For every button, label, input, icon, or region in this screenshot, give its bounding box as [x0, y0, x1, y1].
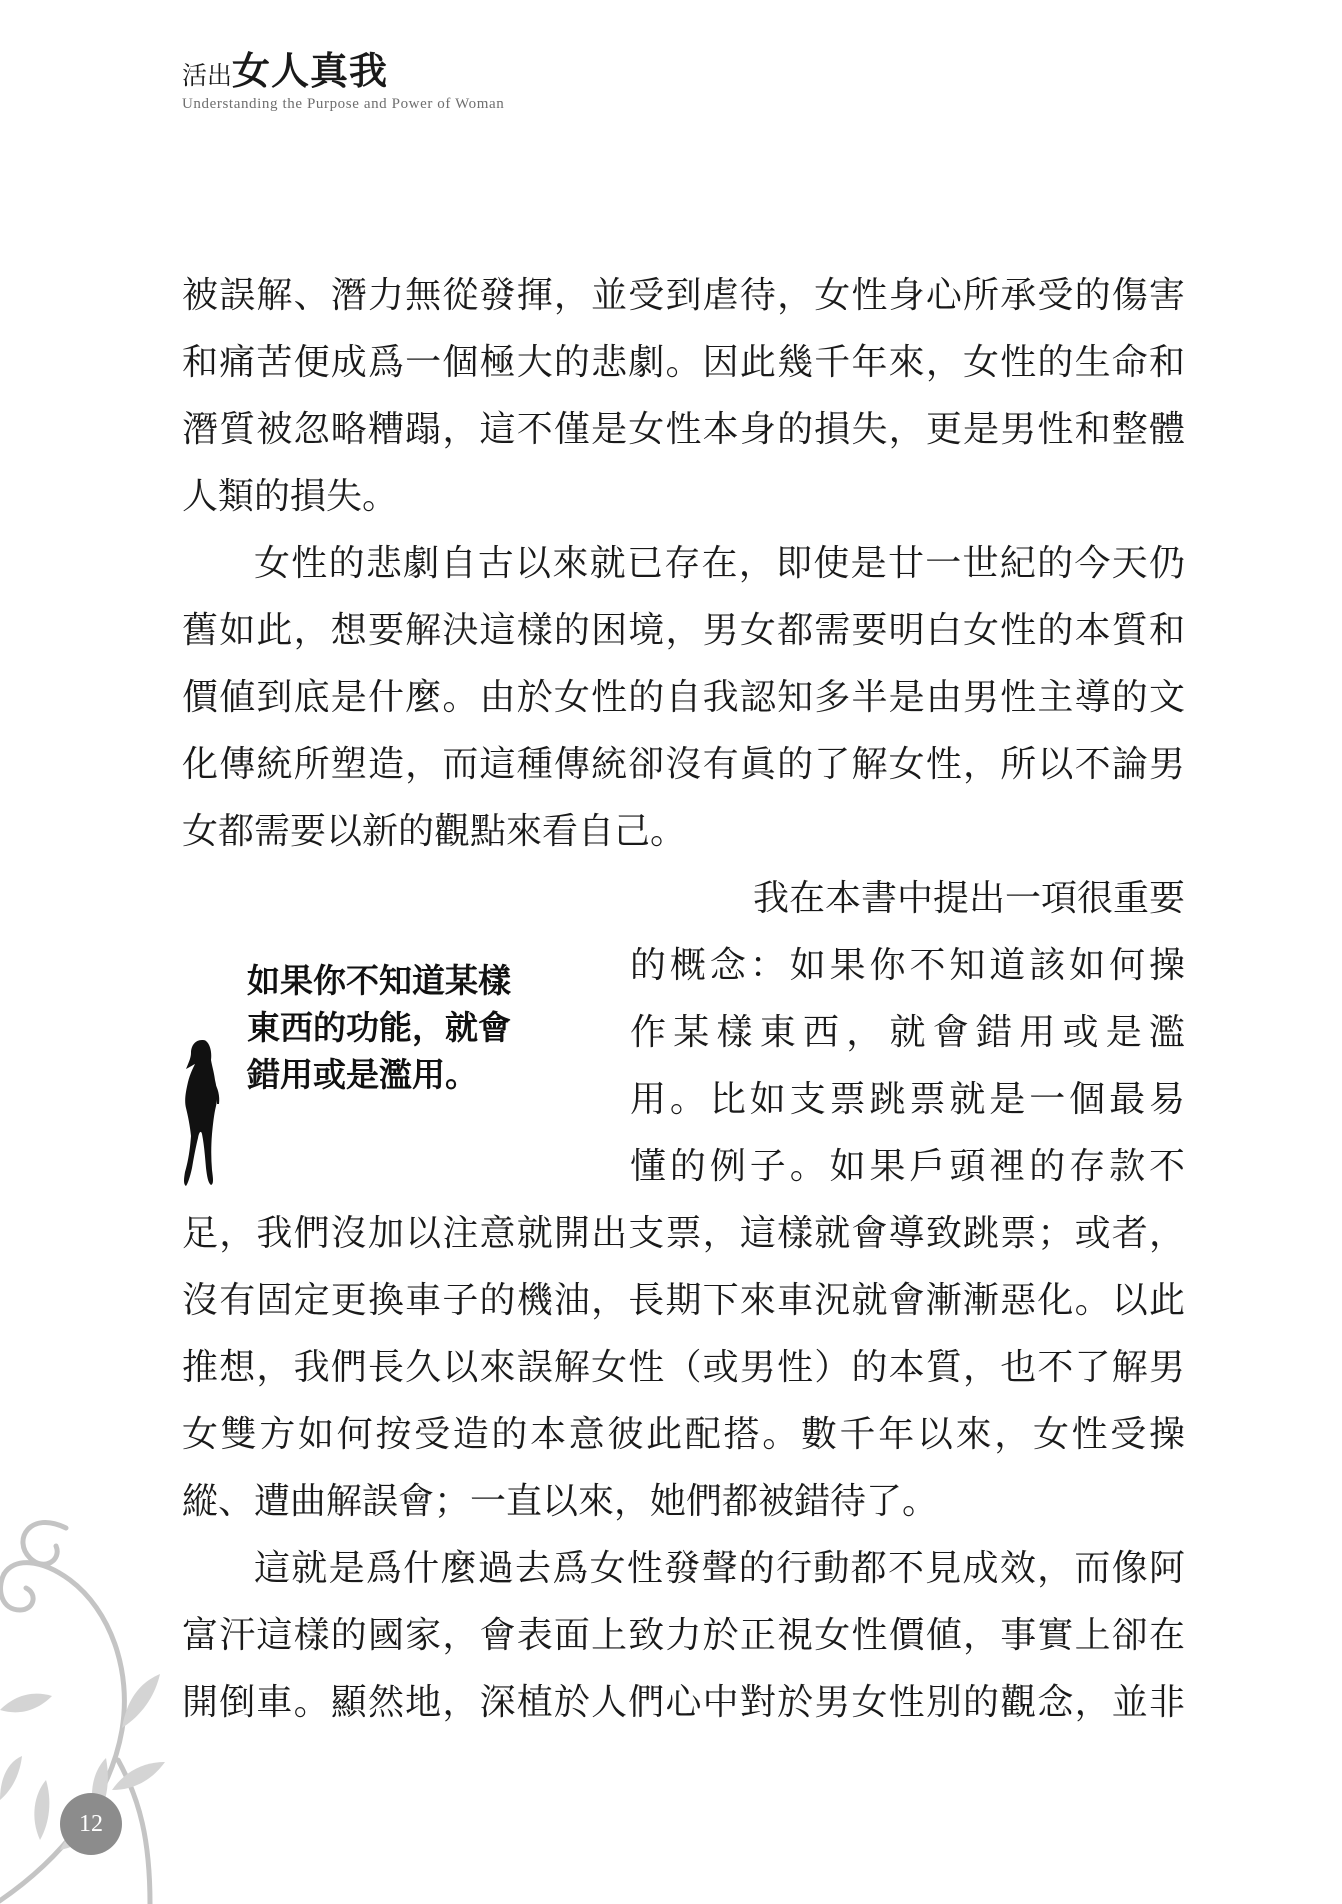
text-line: 被誤解、潛力無從發揮，並受到虐待，女性身心所承受的傷害 [182, 275, 1185, 316]
text-line: 女都需要以新的觀點來看自己。 [182, 811, 687, 852]
text-line: 開倒車。顯然地，深植於人們心中對於男女性別的觀念，並非 [182, 1682, 1185, 1723]
book-subtitle: Understanding the Purpose and Power of Woman [182, 96, 505, 112]
text-line: 用。比如支票跳票就是一個最易 [630, 1079, 1185, 1120]
text-line: 縱、遭曲解誤會；一直以來，她們都被錯待了。 [182, 1481, 939, 1522]
pull-quote-line: 東西的功能，就會 [247, 1008, 511, 1047]
paragraph-4 [182, 1535, 1185, 1736]
text-line: 推想，我們長久以來誤解女性（或男性）的本質，也不了解男 [182, 1347, 1185, 1388]
paragraph-2 [182, 530, 1185, 865]
text-line: 舊如此，想要解決這樣的困境，男女都需要明白女性的本質和 [182, 610, 1185, 651]
page-number: 12 [60, 1793, 122, 1855]
text-line: 和痛苦便成爲一個極大的悲劇。因此幾千年來，女性的生命和 [182, 342, 1185, 383]
book-title-main: 女人真我 [232, 49, 389, 93]
book-title [182, 49, 504, 93]
text-line: 懂的例子。如果戶頭裡的存款不 [630, 1146, 1185, 1187]
book-title-prefix: 活出 [182, 61, 233, 90]
text-line: 作某樣東西，就會錯用或是濫 [630, 1012, 1185, 1053]
text-line: 化傳統所塑造，而這種傳統卻沒有眞的了解女性，所以不論男 [182, 744, 1185, 785]
text-line: 足，我們沒加以注意就開出支票，這樣就會導致跳票；或者， [182, 1213, 1185, 1254]
text-line: 女雙方如何按受造的本意彼此配搭。數千年以來，女性受操 [182, 1414, 1185, 1455]
running-header [182, 49, 505, 113]
text-line: 價値到底是什麼。由於女性的自我認知多半是由男性主導的文 [182, 677, 1185, 718]
paragraph-1 [182, 262, 1185, 530]
pull-quote-line: 如果你不知道某樣 [247, 961, 511, 1000]
text-line: 潛質被忽略糟蹋，這不僅是女性本身的損失，更是男性和整體 [182, 409, 1185, 450]
woman-silhouette-icon [176, 1038, 228, 1188]
text-line: 女性的悲劇自古以來就已存在，即使是廿一世紀的今天仍 [254, 543, 1185, 584]
text-line: 我在本書中提出一項很重要 [752, 878, 1185, 919]
text-line: 沒有固定更換車子的機油，長期下來車況就會漸漸惡化。以此 [182, 1280, 1185, 1321]
pull-quote-line: 錯用或是濫用。 [247, 1055, 478, 1094]
text-line: 這就是爲什麼過去爲女性發聲的行動都不見成效，而像阿 [254, 1548, 1185, 1589]
pull-quote [247, 957, 577, 1098]
text-line: 人類的損失。 [182, 476, 399, 517]
text-line: 富汗這樣的國家，會表面上致力於正視女性價値，事實上卻在 [182, 1615, 1185, 1656]
text-line: 的概念：如果你不知道該如何操 [630, 945, 1185, 986]
